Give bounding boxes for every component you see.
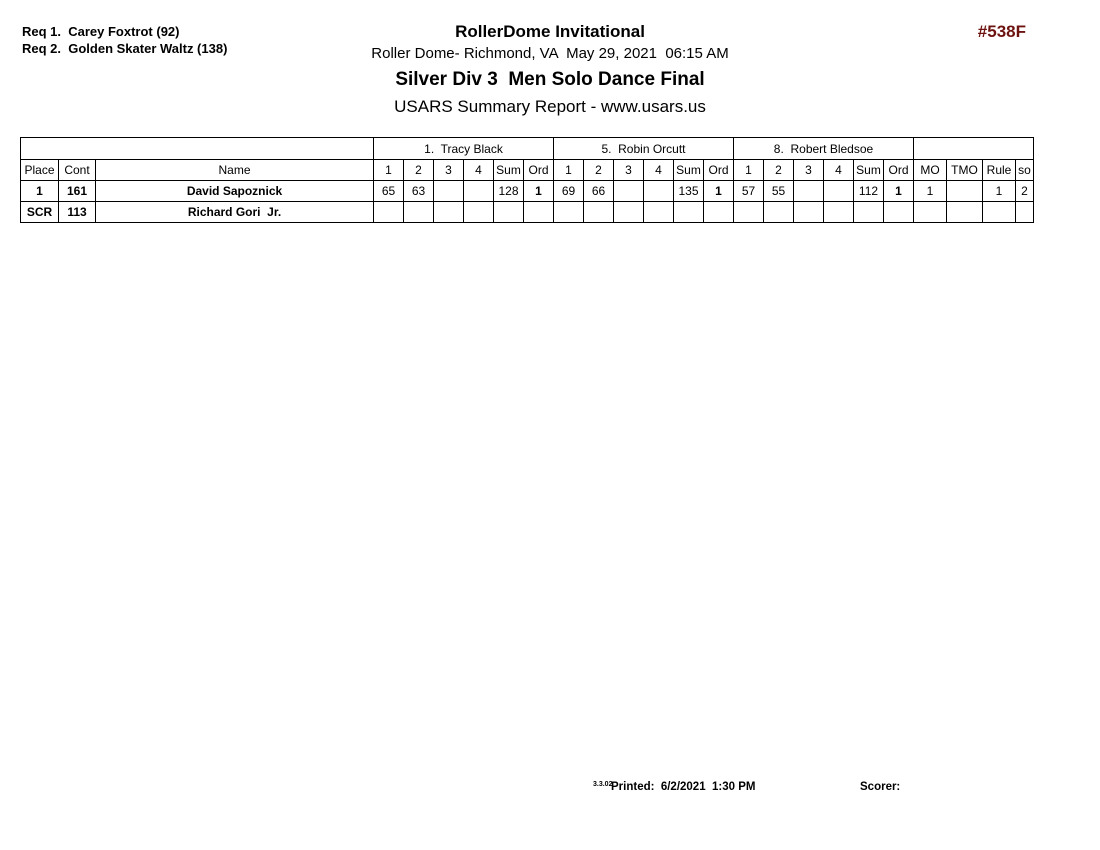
skater-row xyxy=(21,202,1034,223)
rule-cell xyxy=(983,202,1016,223)
score-cell: 66 xyxy=(584,181,614,202)
col-header-j1-2: 2 xyxy=(404,160,434,181)
score-cell xyxy=(614,181,644,202)
skater-row xyxy=(21,181,1034,202)
event-number: #538F xyxy=(977,22,1026,41)
venue-date-line: Roller Dome- Richmond, VA May 29, 2021 06:15 AM xyxy=(371,44,729,62)
contestant-number-cell: 113 xyxy=(59,202,96,223)
mo-cell: 1 xyxy=(914,181,947,202)
tmo-cell xyxy=(947,202,983,223)
score-cell xyxy=(824,202,854,223)
score-cell: 57 xyxy=(734,181,764,202)
col-header-so: so xyxy=(1016,160,1034,181)
score-cell xyxy=(374,202,404,223)
req-dance-1: Req 1. Carey Foxtrot (92) xyxy=(22,24,180,39)
report-type-line: USARS Summary Report - www.usars.us xyxy=(394,96,706,116)
ordinal-cell xyxy=(704,202,734,223)
place-cell: 1 xyxy=(21,181,59,202)
sum-cell: 135 xyxy=(674,181,704,202)
so-cell xyxy=(1016,202,1034,223)
score-cell: 63 xyxy=(404,181,434,202)
software-version: 3.3.02 xyxy=(593,781,613,788)
sum-cell xyxy=(494,202,524,223)
col-header-j3-ord: Ord xyxy=(884,160,914,181)
col-header-j1-1: 1 xyxy=(374,160,404,181)
judge-3-name: 8. Robert Bledsoe xyxy=(734,138,914,160)
ordinal-cell xyxy=(524,202,554,223)
ordinal-cell: 1 xyxy=(524,181,554,202)
score-cell xyxy=(644,202,674,223)
col-header-tmo: TMO xyxy=(947,160,983,181)
score-cell xyxy=(554,202,584,223)
col-header-j2-1: 1 xyxy=(554,160,584,181)
col-header-j3-1: 1 xyxy=(734,160,764,181)
contestant-number-cell: 161 xyxy=(59,181,96,202)
col-header-j3-2: 2 xyxy=(764,160,794,181)
score-cell xyxy=(434,181,464,202)
col-header-place: Place xyxy=(21,160,59,181)
col-header-j3-4: 4 xyxy=(824,160,854,181)
scorer-label: Scorer: xyxy=(860,781,901,793)
score-cell xyxy=(824,181,854,202)
sum-cell: 112 xyxy=(854,181,884,202)
req-dance-2: Req 2. Golden Skater Waltz (138) xyxy=(22,41,228,56)
tmo-cell xyxy=(947,181,983,202)
score-cell: 69 xyxy=(554,181,584,202)
col-header-j2-sum: Sum xyxy=(674,160,704,181)
printed-timestamp: Printed: 6/2/2021 1:30 PM xyxy=(611,781,756,793)
sum-cell: 128 xyxy=(494,181,524,202)
score-cell xyxy=(464,181,494,202)
title-block xyxy=(0,22,1100,116)
col-header-j3-3: 3 xyxy=(794,160,824,181)
score-cell xyxy=(434,202,464,223)
col-header-j1-4: 4 xyxy=(464,160,494,181)
sum-cell xyxy=(854,202,884,223)
score-cell xyxy=(584,202,614,223)
skater-name-cell: David Sapoznick xyxy=(96,181,374,202)
judge-1-name: 1. Tracy Black xyxy=(374,138,554,160)
skater-name-cell: Richard Gori Jr. xyxy=(96,202,374,223)
division-title: Silver Div 3 Men Solo Dance Final xyxy=(395,68,705,90)
score-cell xyxy=(404,202,434,223)
event-title: RollerDome Invitational xyxy=(455,22,645,41)
mo-cell xyxy=(914,202,947,223)
col-header-j1-ord: Ord xyxy=(524,160,554,181)
ordinal-cell: 1 xyxy=(884,181,914,202)
score-cell xyxy=(764,202,794,223)
col-header-j2-2: 2 xyxy=(584,160,614,181)
col-header-j1-sum: Sum xyxy=(494,160,524,181)
col-header-rule: Rule xyxy=(983,160,1016,181)
score-cell xyxy=(644,181,674,202)
so-cell: 2 xyxy=(1016,181,1034,202)
judge-2-name: 5. Robin Orcutt xyxy=(554,138,734,160)
judge-names-row xyxy=(21,138,1034,160)
score-cell: 55 xyxy=(764,181,794,202)
col-header-j3-sum: Sum xyxy=(854,160,884,181)
column-header-row xyxy=(21,160,1034,181)
score-cell xyxy=(464,202,494,223)
rule-cell: 1 xyxy=(983,181,1016,202)
spacer-cell xyxy=(21,138,374,160)
col-header-name: Name xyxy=(96,160,374,181)
col-header-j1-3: 3 xyxy=(434,160,464,181)
place-cell: SCR xyxy=(21,202,59,223)
score-cell xyxy=(794,202,824,223)
col-header-j2-ord: Ord xyxy=(704,160,734,181)
results-table xyxy=(20,137,1034,223)
spacer-cell xyxy=(914,138,1034,160)
ordinal-cell xyxy=(884,202,914,223)
sum-cell xyxy=(674,202,704,223)
col-header-j2-3: 3 xyxy=(614,160,644,181)
col-header-cont: Cont xyxy=(59,160,96,181)
col-header-mo: MO xyxy=(914,160,947,181)
col-header-j2-4: 4 xyxy=(644,160,674,181)
ordinal-cell: 1 xyxy=(704,181,734,202)
score-cell xyxy=(734,202,764,223)
score-cell xyxy=(614,202,644,223)
score-cell xyxy=(794,181,824,202)
score-cell: 65 xyxy=(374,181,404,202)
